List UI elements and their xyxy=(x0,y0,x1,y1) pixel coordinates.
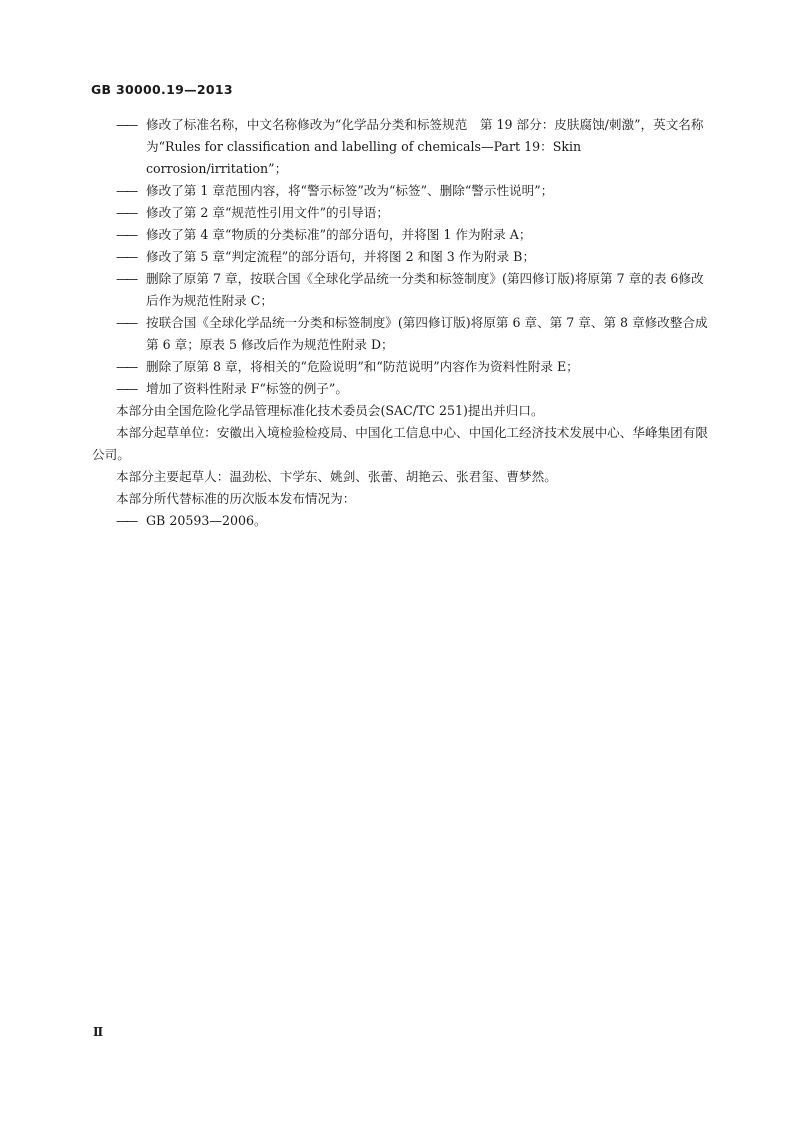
proposed-by-paragraph: 本部分由全国危险化学品管理标准化技术委员会(SAC/TC 251)提出并归口。 xyxy=(116,403,544,418)
item-dash: —— xyxy=(116,315,136,330)
change-item-text: 删除了原第 7 章，按联合国《全球化学品统一分类和标签制度》(第四修订版)将原第 7 章的表 6修改后作为规范性附录 C； xyxy=(146,271,704,308)
change-item-text: 删除了原第 8 章，将相关的“危险说明”和“防范说明”内容作为资料性附录 E； xyxy=(146,359,579,374)
change-item xyxy=(92,114,714,180)
page-number: Ⅱ xyxy=(93,1025,104,1039)
drafting-units-paragraph: 本部分起草单位：安徽出入境检验检疫局、中国化工信息中心、中国化工经济技术发展中心、华峰集团有限公司。 xyxy=(92,425,708,462)
history-item-text: GB 20593—2006。 xyxy=(146,513,267,528)
history-item xyxy=(92,510,714,532)
drafters-paragraph: 本部分主要起草人：温劲松、卞学东、姚剑、张蕾、胡艳云、张君玺、曹梦然。 xyxy=(116,469,557,484)
change-item xyxy=(92,180,714,202)
change-item-text: 按联合国《全球化学品统一分类和标签制度》(第四修订版)将原第 6 章、第 7 章、第 8 章修改整合成第 6 章；原表 5 修改后作为规范性附录 D； xyxy=(146,315,708,352)
item-dash: —— xyxy=(116,381,136,396)
item-dash: —— xyxy=(116,117,136,132)
change-item xyxy=(92,378,714,400)
change-item-text: 修改了标准名称，中文名称修改为“化学品分类和标签规范 第 19 部分：皮肤腐蚀/刺激”，英文名称为“Rules for classification and labelling of chemicals—Part 19：Skin corrosion/irritation”； xyxy=(146,117,704,176)
standard-number-header: GB 30000.19—2013 xyxy=(91,82,233,97)
history-intro-paragraph: 本部分所代替标准的历次版本发布情况为： xyxy=(116,491,356,506)
item-dash: —— xyxy=(116,359,136,374)
change-item xyxy=(92,268,714,312)
change-item-text: 增加了资料性附录 F“标签的例子”。 xyxy=(146,381,348,396)
change-item xyxy=(92,224,714,246)
foreword-body xyxy=(92,114,714,532)
change-item xyxy=(92,356,714,378)
item-dash: —— xyxy=(116,513,136,528)
change-item-text: 修改了第 5 章“判定流程”的部分语句，并将图 2 和图 3 作为附录 B； xyxy=(146,249,536,264)
item-dash: —— xyxy=(116,205,136,220)
change-item xyxy=(92,312,714,356)
change-item-text: 修改了第 2 章“规范性引用文件”的引导语； xyxy=(146,205,389,220)
change-item xyxy=(92,202,714,224)
item-dash: —— xyxy=(116,227,136,242)
change-item-text: 修改了第 1 章范围内容，将“警示标签”改为“标签”、删除“警示性说明”； xyxy=(146,183,554,198)
item-dash: —— xyxy=(116,249,136,264)
change-item xyxy=(92,246,714,268)
change-item-text: 修改了第 4 章“物质的分类标准”的部分语句，并将图 1 作为附录 A； xyxy=(146,227,532,242)
item-dash: —— xyxy=(116,183,136,198)
item-dash: —— xyxy=(116,271,136,286)
